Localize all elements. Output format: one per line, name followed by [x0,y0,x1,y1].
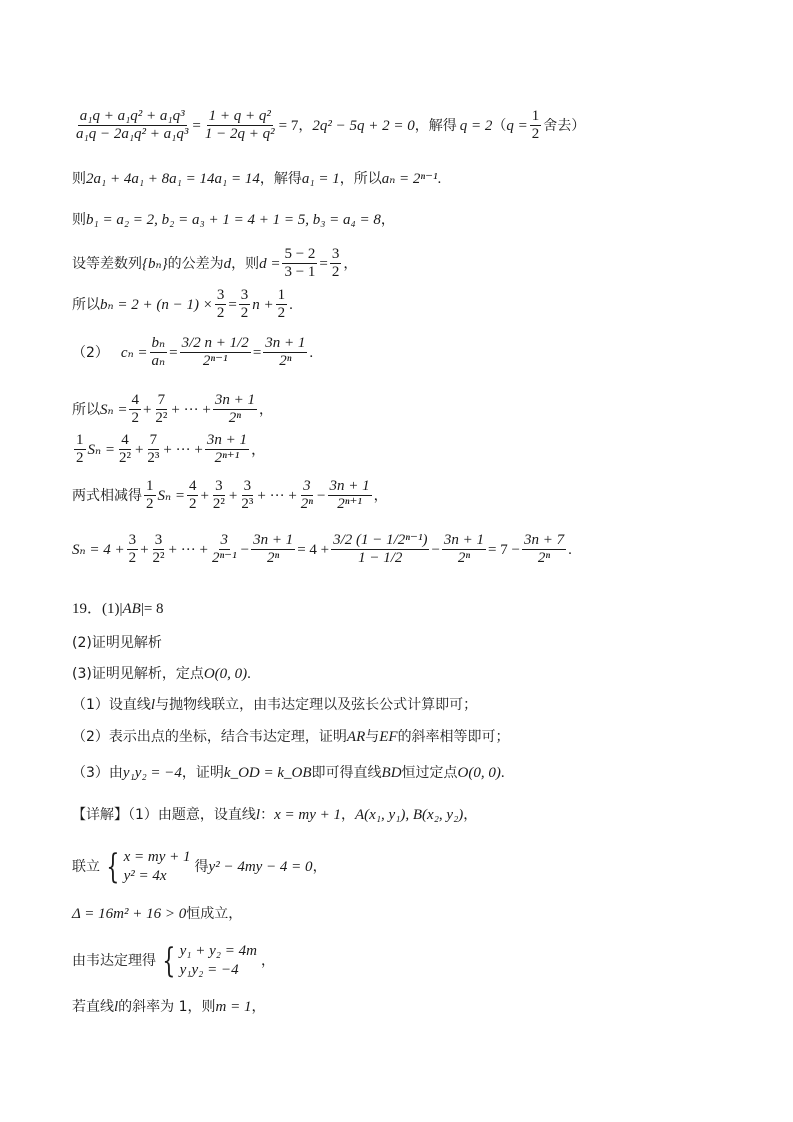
vieta-line: 由韦达定理得 { y₁ + y₂ = 4m y₁y₂ = −4 ， [72,941,275,981]
bn-formula-line: 所以 bₙ = 2 + (n − 1) × $\frac{3}{2}$ = $\frac{3}{2}$ n + $\frac{1}{2}$ . [72,287,293,321]
q19-answer-1: 19．(1)| AB |= 8 [72,601,164,617]
sn-sum-line: 所以 Sₙ = $\frac{4}{2}$ + $\frac{7}{\text{2²}}$ + ··· + $\frac{3n + 1}{\text{2ⁿ}}$ ， [72,392,273,426]
hint-1: （1）设直线 l 与抛物线联立，由韦达定理以及弦长公式计算即可； [72,697,478,713]
system-brace: { x = my + 1 y² = 4x [106,847,191,887]
geometric-sum-fraction: $\frac{\text{3/2 (1 − 1/2ⁿ⁻¹)}}{1 - 1/2}$ [333,532,428,566]
lhs-fraction: $\frac{\text{a₁q + a₁q² + a₁q³}}{\text{a₁q − 2a₁q² + a₁q³}}$ [76,108,189,142]
slope-line: 若直线 l 的斜率为 1，则 m = 1 ， [72,999,266,1015]
b-values-line: 则 b₁ = a₂ = 2, b₂ = a₃ + 1 = 4 + 1 = 5, b₃ = a₄ = 8 ， [72,212,395,228]
half-sn-sum-line: $\frac{1}{2}$ Sₙ = $\frac{4}{\text{2²}}$ + $\frac{7}{\text{2³}}$ + ··· + $\frac{3n + 1}{\text{2ⁿ⁺¹}}$ ， [76,432,266,466]
ratio-equation-line: $\frac{\text{a₁q + a₁q² + a₁q³}}{\text{a₁q − 2a₁q² + a₁q³}}$ = $\frac{\text{1 + q + q²}}{\text{1 − 2q + q²}}$ = 7 ， 2q² − 5q + 2 = 0 ，解得 q = 2 （ q = $\frac{1}{2}$ 舍去） [76,108,586,142]
subtraction-line: 两式相减得 $\frac{1}{2}$ Sₙ = $\frac{4}{2}$ + $\frac{3}{\text{2²}}$ + $\frac{3}{\text{2³}}$ + ··· + $\frac{3}{\text{2ⁿ}}$ − $\frac{3n + 1}{\text{2ⁿ⁺¹}}$ ， [72,478,388,512]
q19-answer-3: (3)证明见解析，定点 O(0, 0) . [72,666,251,682]
discriminant-line: Δ = 16m² + 16 > 0 恒成立， [72,906,243,922]
mid-fraction: $\frac{\text{1 + q + q²}}{\text{1 − 2q + q²}}$ [204,108,275,142]
common-difference-line: 设等差数列 {bₙ} 的公差为 d ，则 d = $\frac{5 - 2}{3 - 1}$ = $\frac{3}{2}$ ， [72,246,358,280]
sn-result-line: Sₙ = 4 + $\frac{3}{2}$ + $\frac{3}{\text{2²}}$ + ··· + $\frac{3}{\text{2ⁿ⁻¹}}$ − $\frac{3n + 1}{\text{2ⁿ}}$ = 4 + $\frac{\text{3/2 (1 − 1/2ⁿ⁻¹)}}{1 - 1/2}$ − $\frac{3n + 1}{\text{2ⁿ}}$ = 7 − $\frac{3n + 7}{\text{2ⁿ}}$ . [72,532,572,566]
a1-solution-line: 则 2a₁ + 4a₁ + 8a₁ = 14a₁ = 14 ，解得 a₁ = 1 ，所以 aₙ = 2ⁿ⁻¹ . [72,171,442,187]
vieta-brace: { y₁ + y₂ = 4m y₁y₂ = −4 [162,941,257,981]
q19-answer-2: (2)证明见解析 [72,635,162,651]
hint-3: （3）由 y₁y₂ = −4 ，证明 k_OD = k_OB 即可得直线 BD 恒过定点 O(0, 0) . [72,765,505,781]
detailed-solution-heading: 【详解】（1）由题意，设直线 l ： x = my + 1 ， A(x₁, y₁), B(x₂, y₂) ， [72,807,478,823]
cn-formula-line: （2） cₙ = $\frac{\text{bₙ}}{\text{aₙ}}$ = $\frac{3/2 n + 1/2}{\text{2ⁿ⁻¹}}$ = $\frac{3n + 1}{\text{2ⁿ}}$ . [72,335,314,369]
system-equation-line: 联立 { x = my + 1 y² = 4x 得 y² − 4my − 4 = 0 ， [72,847,327,887]
hint-2: （2）表示出点的坐标，结合韦达定理，证明 AR 与 EF 的斜率相等即可； [72,729,510,745]
